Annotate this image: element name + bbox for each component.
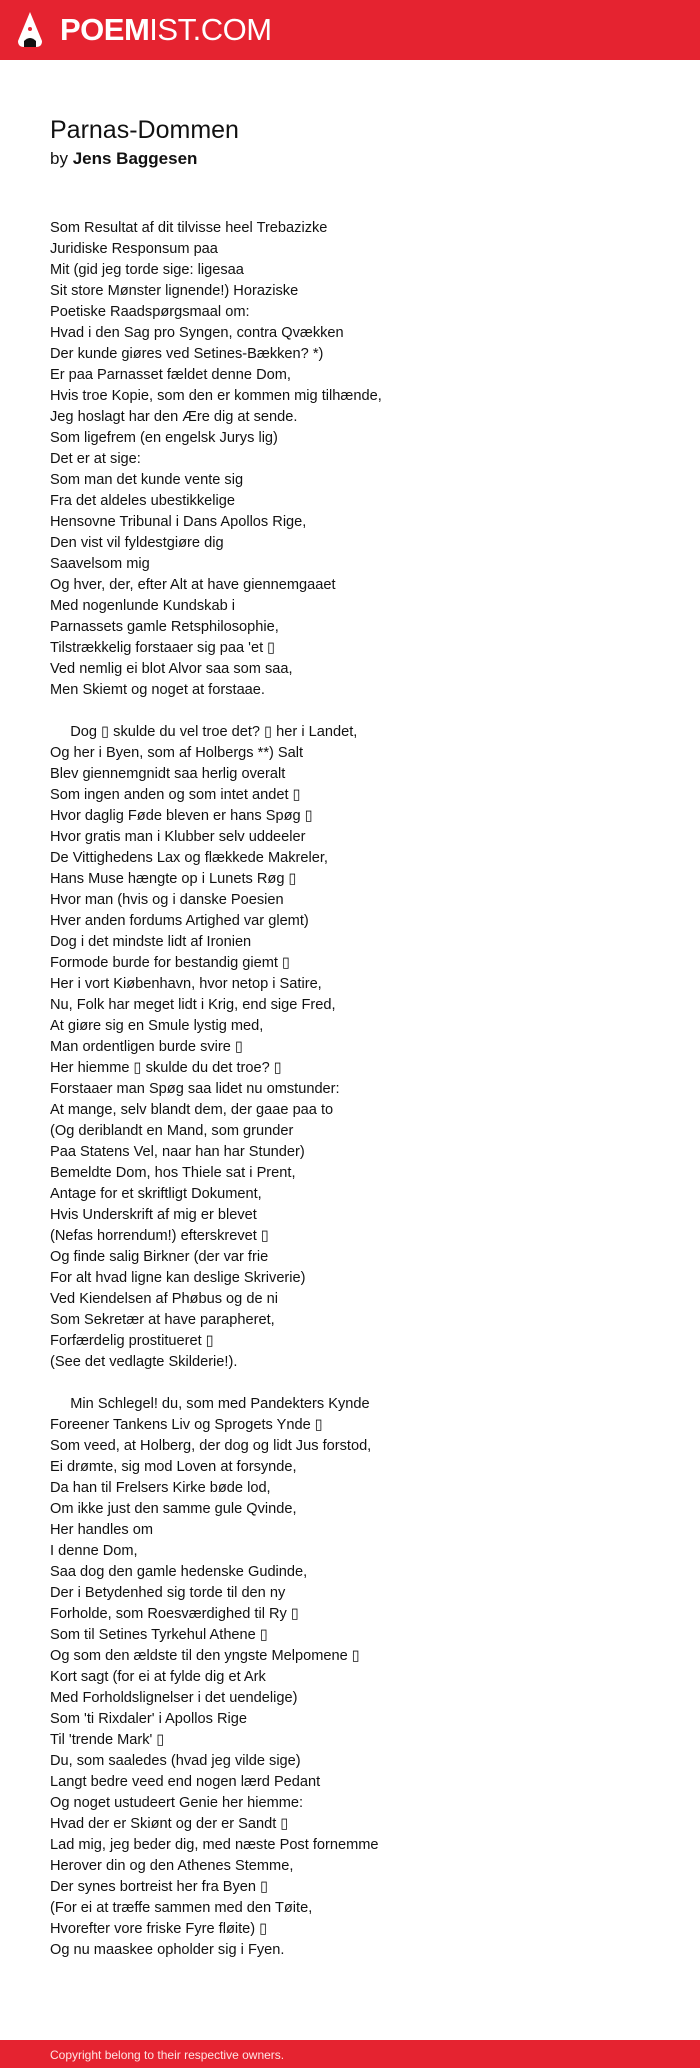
poem-line: For alt hvad ligne kan deslige Skriverie)	[50, 1270, 306, 1286]
poem-line: (For ei at træffe sammen med den Tøite,	[50, 1900, 313, 1916]
site-footer	[0, 2040, 700, 2068]
poem-line: Sit store Mønster lignende!) Horaziske	[50, 283, 299, 299]
poem-line: Hans Muse hængte op i Lunets Røg ▯	[50, 871, 297, 887]
poem-line: Som til Setines Tyrkehul Athene ▯	[50, 1627, 268, 1643]
poem-line: Den vist vil fyldestgiøre dig	[50, 535, 224, 551]
poem-line: Hvis Underskrift af mig er blevet	[50, 1207, 257, 1223]
poem-line: Blev giennemgnidt saa herlig overalt	[50, 766, 286, 782]
stanza-break	[50, 1373, 650, 1394]
poem-title: Parnas-Dommen	[50, 116, 239, 144]
poem-line: At giøre sig en Smule lystig med,	[50, 1018, 264, 1034]
poem-line: Hvad der er Skiønt og der er Sandt ▯	[50, 1816, 289, 1832]
site-logo[interactable]	[60, 10, 272, 50]
stanza-break	[50, 701, 650, 722]
poem-line: Poetiske Raadspørgsmaal om:	[50, 304, 250, 320]
logo-bold-part: POEM	[60, 12, 150, 47]
poem-line: Nu, Folk har meget lidt i Krig, end sige Fred,	[50, 997, 336, 1013]
poem-line: Paa Statens Vel, naar han har Stunder)	[50, 1144, 305, 1160]
poem-line: Og finde salig Birkner (der var frie	[50, 1249, 269, 1265]
poem-line: Som Resultat af dit tilvisse heel Trebazizke	[50, 220, 328, 236]
poem-line: Men Skiemt og noget at forstaae.	[50, 682, 265, 698]
poem-line: At mange, selv blandt dem, der gaae paa to	[50, 1102, 334, 1118]
poem-line: Foreener Tankens Liv og Sprogets Ynde ▯	[50, 1417, 323, 1433]
poem-line: Tilstrækkelig forstaaer sig paa 'et ▯	[50, 640, 276, 656]
poem-line: (Nefas horrendum!) efterskrevet ▯	[50, 1228, 269, 1244]
poem-line: Parnassets gamle Retsphilosophie,	[50, 619, 279, 635]
poem-line: Langt bedre veed end nogen lærd Pedant	[50, 1774, 321, 1790]
poem-line: Her i vort Kiøbenhavn, hvor netop i Satire,	[50, 976, 322, 992]
poem-line: Der kunde giøres ved Setines-Bækken? *)	[50, 346, 324, 362]
poem-line: Saavelsom mig	[50, 556, 150, 572]
poem-line: (See det vedlagte Skilderie!).	[50, 1354, 238, 1370]
poem-line: Forstaaer man Spøg saa lidet nu omstunder:	[50, 1081, 340, 1097]
poem-line: Som man det kunde vente sig	[50, 472, 244, 488]
poem-line: Her hiemme ▯ skulde du det troe? ▯	[50, 1060, 282, 1076]
poem-line: (Og deriblandt en Mand, som grunder	[50, 1123, 294, 1139]
poem-line: Det er at sige:	[50, 451, 141, 467]
poem-line: Lad mig, jeg beder dig, med næste Post fornemme	[50, 1837, 379, 1853]
poem-line: Som ingen anden og som intet andet ▯	[50, 787, 301, 803]
by-label: by	[50, 149, 68, 168]
poem-line: Som ligefrem (en engelsk Jurys lig)	[50, 430, 278, 446]
poem-line: Til 'trende Mark' ▯	[50, 1732, 165, 1748]
poem-body	[50, 218, 650, 1961]
byline	[50, 148, 650, 170]
poem-line: Og som den ældste til den yngste Melpomene ▯	[50, 1648, 360, 1664]
poem-line: Forfærdelig prostitueret ▯	[50, 1333, 214, 1349]
poem-line: Med Forholdslignelser i det uendelige)	[50, 1690, 298, 1706]
poem-line: Og her i Byen, som af Holbergs **) Salt	[50, 745, 304, 761]
poem-line: Og noget ustudeert Genie her hiemme:	[50, 1795, 304, 1811]
logo-light-part: IST.COM	[149, 12, 272, 47]
poem-line: Der synes bortreist her fra Byen ▯	[50, 1879, 269, 1895]
poem-line: Her handles om	[50, 1522, 154, 1538]
poem-line: Saa dog den gamle hedenske Gudinde,	[50, 1564, 308, 1580]
poem-line: Som Sekretær at have parapheret,	[50, 1312, 275, 1328]
poem-line: Hensovne Tribunal i Dans Apollos Rige,	[50, 514, 307, 530]
poem-line: Som veed, at Holberg, der dog og lidt Jus forstod,	[50, 1438, 372, 1454]
poem-line: Og hver, der, efter Alt at have giennemgaaet	[50, 577, 336, 593]
poem-line: Hver anden fordums Artighed var glemt)	[50, 913, 309, 929]
author-name[interactable]: Jens Baggesen	[72, 149, 198, 168]
poem-line: De Vittighedens Lax og flækkede Makreler,	[50, 850, 328, 866]
poem-line: Antage for et skriftligt Dokument,	[50, 1186, 262, 1202]
copyright-text: Copyright belong to their respective owners.	[50, 2048, 285, 2062]
poem-line: Og nu maaskee opholder sig i Fyen.	[50, 1942, 285, 1958]
poem-line: Hvis troe Kopie, som den er kommen mig tilhænde,	[50, 388, 382, 404]
poem-line: Juridiske Responsum paa	[50, 241, 218, 257]
poem-line: Kort sagt (for ei at fylde dig et Ark	[50, 1669, 266, 1685]
poem-line: Som 'ti Rixdaler' i Apollos Rige	[50, 1711, 247, 1727]
poem-line: Formode burde for bestandig giemt ▯	[50, 955, 291, 971]
poem-line: Jeg hoslagt har den Ære dig at sende.	[50, 409, 298, 425]
poem-line: Hvor man (hvis og i danske Poesien	[50, 892, 284, 908]
poem-line: Ved nemlig ei blot Alvor saa som saa,	[50, 661, 293, 677]
poem-line: Forholde, som Roesværdighed til Ry ▯	[50, 1606, 299, 1622]
poem-line: Hvor gratis man i Klubber selv uddeeler	[50, 829, 306, 845]
poem-line: Min Schlegel! du, som med Pandekters Kynde	[50, 1396, 370, 1412]
poem-line: Med nogenlunde Kundskab i	[50, 598, 235, 614]
poem-line: Herover din og den Athenes Stemme,	[50, 1858, 294, 1874]
poem-line: Hvad i den Sag pro Syngen, contra Qvækken	[50, 325, 344, 341]
poem-line: Hvorefter vore friske Fyre fløite) ▯	[50, 1921, 268, 1937]
poem-line: Dog i det mindste lidt af Ironien	[50, 934, 252, 950]
poem-line: Der i Betydenhed sig torde til den ny	[50, 1585, 286, 1601]
poem-line: Fra det aldeles ubestikkelige	[50, 493, 235, 509]
poem-line: Ei drømte, sig mod Loven at forsynde,	[50, 1459, 297, 1475]
poem-line: Dog ▯ skulde du vel troe det? ▯ her i Landet,	[50, 724, 358, 740]
poem-line: Man ordentligen burde svire ▯	[50, 1039, 243, 1055]
site-header	[0, 0, 700, 60]
poem-line: Er paa Parnasset fældet denne Dom,	[50, 367, 291, 383]
poem-line: Du, som saaledes (hvad jeg vilde sige)	[50, 1753, 301, 1769]
pen-nib-icon[interactable]	[16, 11, 44, 49]
poem-line: I denne Dom,	[50, 1543, 138, 1559]
poem-content	[50, 114, 650, 1961]
poem-line: Om ikke just den samme gule Qvinde,	[50, 1501, 297, 1517]
poem-line: Hvor daglig Føde bleven er hans Spøg ▯	[50, 808, 313, 824]
poem-line: Mit (gid jeg torde sige: ligesaa	[50, 262, 244, 278]
poem-line: Da han til Frelsers Kirke bøde lod,	[50, 1480, 271, 1496]
poem-line: Ved Kiendelsen af Phøbus og de ni	[50, 1291, 278, 1307]
poem-line: Bemeldte Dom, hos Thiele sat i Prent,	[50, 1165, 296, 1181]
